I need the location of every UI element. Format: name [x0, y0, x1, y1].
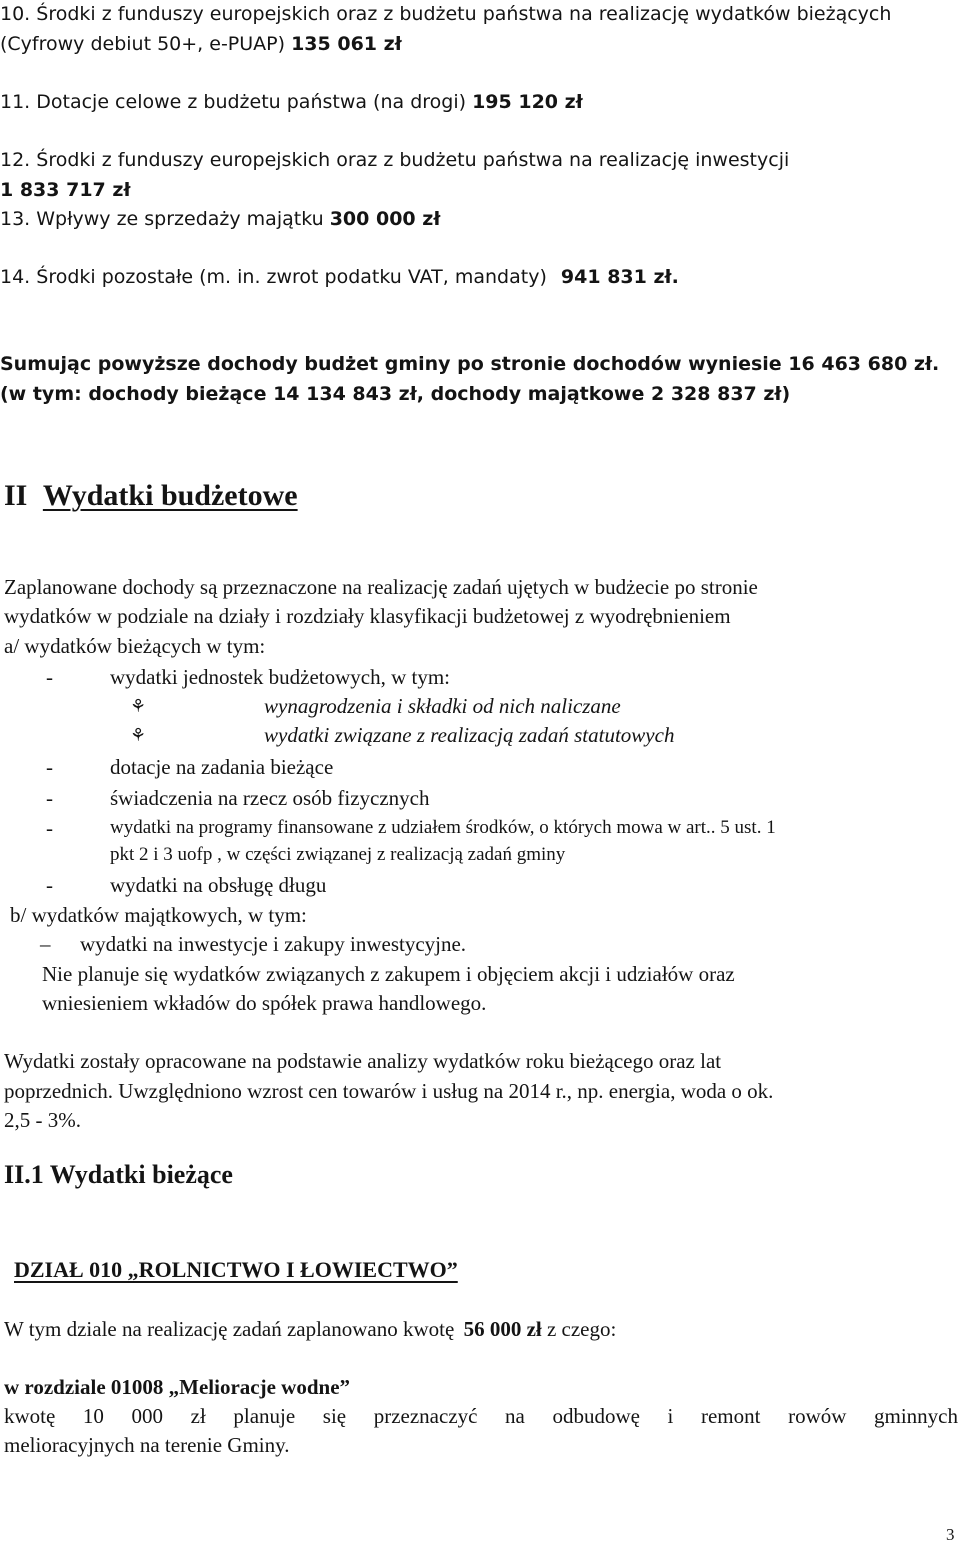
- b-item-inwestycje: wydatki na inwestycje i zakupy inwestycyjne.: [80, 932, 467, 956]
- a-item-dlug: wydatki na obsługę długu: [110, 873, 327, 897]
- income-item-14-amount: 941 831 zł.: [560, 266, 679, 288]
- section-2-heading: [4, 479, 298, 512]
- income-item-12-amount: 1 833 717 zł: [0, 179, 131, 201]
- section-2-a-line: a/ wydatków bieżących w tym:: [4, 634, 266, 658]
- dzial-010-text: [4, 1318, 616, 1341]
- note-line1: Nie planuje się wydatków związanych z zakupem i objęciem akcji i udziałów oraz: [42, 962, 735, 986]
- income-item-13-text: 13. Wpływy ze sprzedaży majątku: [0, 208, 324, 230]
- section-2-title: Wydatki budżetowe: [42, 479, 298, 512]
- a-item-dash-programy: -: [46, 816, 53, 840]
- a-subitem-statutowe: wydatki związane z realizacją zadań statutowych: [264, 723, 675, 747]
- a-item-dash-dlug: -: [46, 873, 53, 897]
- income-item-11-amount: 195 120 zł: [472, 91, 583, 113]
- rozdzial-01008-line2: melioracyjnych na terenie Gminy.: [4, 1433, 290, 1457]
- a-item-jednostek: wydatki jednostek budżetowych, w tym:: [110, 665, 451, 689]
- a-item-dotacje: dotacje na zadania bieżące: [110, 755, 334, 779]
- income-item-14: [0, 267, 679, 288]
- income-item-11: [0, 92, 583, 113]
- bullet-icon: ⚘: [130, 696, 147, 717]
- rozdzial-01008-line1: kwotę 10 000 zł planuje się przeznaczyć na odbudowę i remont rowów gminnych: [4, 1404, 958, 1428]
- income-item-10-amount: 135 061 zł: [291, 33, 402, 55]
- section-2-b-line: b/ wydatków majątkowych, w tym:: [10, 903, 307, 927]
- income-item-13: [0, 209, 440, 230]
- summary-total: Sumując powyższe dochody budżet gminy po stronie dochodów wyniesie 16 463 680 zł.: [0, 353, 940, 375]
- income-item-14-text: 14. Środki pozostałe (m. in. zwrot podatku VAT, mandaty): [0, 266, 547, 288]
- dzial-010-text-lead: W tym dziale na realizację zadań zaplanowano kwotę: [4, 1317, 455, 1341]
- a-item-programy-line2: pkt 2 i 3 uofp , w części związanej z realizacją zadań gminy: [110, 844, 566, 865]
- basis-line3: 2,5 - 3%.: [4, 1108, 81, 1132]
- a-subitem-wynagrodzenia: wynagrodzenia i składki od nich naliczane: [264, 694, 621, 718]
- a-item-dash-jednostek: -: [46, 665, 53, 689]
- b-item-dash: –: [40, 932, 51, 956]
- income-item-10-text: (Cyfrowy debiut 50+, e-PUAP): [0, 33, 286, 55]
- basis-line2: poprzednich. Uwzględniono wzrost cen towarów i usług na 2014 r., np. energia, woda o ok.: [4, 1079, 774, 1103]
- section-2-numeral: II: [4, 479, 28, 512]
- page-number: 3: [946, 1525, 955, 1544]
- note-line2: wniesieniem wkładów do spółek prawa handlowego.: [42, 991, 487, 1015]
- a-item-dash-swiadczenia: -: [46, 786, 53, 810]
- income-item-10-line2: [0, 34, 402, 55]
- section-2-intro-line1: Zaplanowane dochody są przeznaczone na realizację zadań ujętych w budżecie po stronie: [4, 575, 758, 599]
- section-2-intro-line2: wydatków w podziale na działy i rozdziały klasyfikacji budżetowej z wyodrębnieniem: [4, 604, 731, 628]
- basis-line1: Wydatki zostały opracowane na podstawie analizy wydatków roku bieżącego oraz lat: [4, 1049, 722, 1073]
- income-item-13-amount: 300 000 zł: [329, 208, 441, 230]
- income-item-12-line1: 12. Środki z funduszy europejskich oraz z budżetu państwa na realizację inwestycji: [0, 149, 790, 171]
- a-item-dash-dotacje: -: [46, 755, 53, 779]
- income-item-11-text: 11. Dotacje celowe z budżetu państwa (na drogi): [0, 91, 467, 113]
- a-item-swiadczenia: świadczenia na rzecz osób fizycznych: [110, 786, 430, 810]
- rozdzial-01008-heading: w rozdziale 01008 „Melioracje wodne”: [4, 1375, 351, 1399]
- bullet-icon: ⚘: [130, 725, 147, 746]
- dzial-010-heading: DZIAŁ 010 „ROLNICTWO I ŁOWIECTWO”: [14, 1257, 458, 1282]
- dzial-010-suffix: z czego:: [546, 1317, 617, 1341]
- section-2-1-title: II.1 Wydatki bieżące: [4, 1160, 233, 1189]
- dzial-010-amount: 56 000 zł: [463, 1317, 542, 1341]
- a-item-programy-line1: wydatki na programy finansowane z udziałem środków, o których mowa w art.. 5 ust. 1: [110, 817, 776, 838]
- summary-breakdown: (w tym: dochody bieżące 14 134 843 zł, dochody majątkowe 2 328 837 zł): [0, 383, 791, 405]
- income-item-10-line1: 10. Środki z funduszy europejskich oraz z budżetu państwa na realizację wydatków bieżących: [0, 3, 892, 25]
